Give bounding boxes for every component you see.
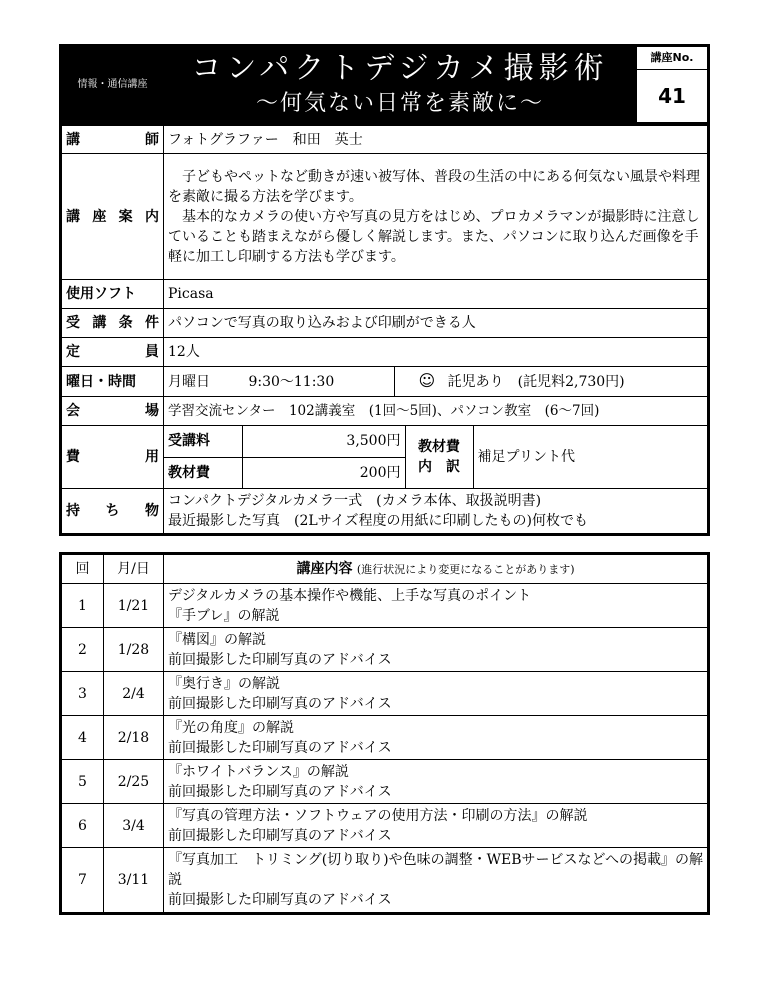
schedule-table bbox=[59, 552, 710, 915]
instructor-value: フォトグラファー 和田 英士 bbox=[164, 126, 709, 154]
table-row bbox=[61, 716, 709, 760]
session-content-line-1: 『写真の管理方法・ソフトウェアの使用方法・印刷の方法』の解説 bbox=[168, 807, 588, 824]
session-content-line-2: 前回撮影した印刷写真のアドバイス bbox=[168, 695, 392, 712]
header-table bbox=[59, 44, 710, 125]
course-subtitle: ～何気ない日常を素敵に～ bbox=[255, 90, 544, 116]
course-number-box bbox=[637, 46, 709, 124]
session-content bbox=[164, 760, 709, 804]
col-header-note: (進行状況により変更になることがあります) bbox=[356, 562, 575, 576]
course-number-label: 講座No. bbox=[637, 47, 707, 70]
session-content-line-1: 『奥行き』の解説 bbox=[168, 675, 280, 692]
table-row bbox=[61, 584, 709, 628]
requirements-label: 受 講 条 件 bbox=[61, 309, 164, 338]
breakdown-label-2: 内 訳 bbox=[418, 459, 460, 475]
session-number: 7 bbox=[61, 848, 104, 914]
childcare-text: 託児あり (託児料2,730円) bbox=[447, 374, 625, 390]
session-content bbox=[164, 716, 709, 760]
childcare-info bbox=[394, 367, 707, 396]
session-number: 4 bbox=[61, 716, 104, 760]
course-number: 41 bbox=[658, 84, 686, 108]
category-label: 情報・通信講座 bbox=[61, 46, 164, 124]
col-header-date: 月/日 bbox=[104, 554, 164, 584]
schedule-rows bbox=[61, 584, 709, 914]
bring-value bbox=[164, 489, 709, 535]
session-content-line-1: 『構図』の解説 bbox=[168, 631, 266, 648]
fees-value bbox=[164, 426, 709, 489]
session-content-line-2: 前回撮影した印刷写真のアドバイス bbox=[168, 739, 392, 756]
session-content bbox=[164, 628, 709, 672]
session-content bbox=[164, 672, 709, 716]
table-row bbox=[61, 760, 709, 804]
session-number: 2 bbox=[61, 628, 104, 672]
schedule-time: 9:30～11:30 bbox=[248, 373, 335, 390]
session-content-line-2: 前回撮影した印刷写真のアドバイス bbox=[168, 892, 392, 908]
breakdown-value: 補足プリント代 bbox=[477, 449, 575, 465]
session-content bbox=[164, 848, 709, 914]
breakdown-label-1: 教材費 bbox=[418, 439, 460, 455]
smiley-icon: ☺ bbox=[418, 371, 436, 390]
bring-line-1: コンパクトデジタルカメラ一式 (カメラ本体、取扱説明書) bbox=[168, 493, 542, 509]
session-content-line-2: 『手ブレ』の解説 bbox=[168, 607, 280, 624]
col-header-no: 回 bbox=[61, 554, 104, 584]
session-content-line-1: 『写真加工 トリミング(切り取り)や色味の調整・WEBサービスなどへの掲載』の解説 bbox=[168, 852, 703, 888]
description-para-2: 基本的なカメラの使い方や写真の見方をはじめ、プロカメラマンが撮影時に注意していることも踏まえながら優しく解説します。また、パソコンに取り込んだ画像を手軽に加工し印刷する方法も学びます。 bbox=[168, 208, 700, 265]
session-content bbox=[164, 584, 709, 628]
session-content-line-2: 前回撮影した印刷写真のアドバイス bbox=[168, 783, 392, 800]
table-row bbox=[61, 628, 709, 672]
session-date: 3/11 bbox=[104, 848, 164, 914]
table-row bbox=[61, 848, 709, 914]
session-content-line-1: デジタルカメラの基本操作や機能、上手な写真のポイント bbox=[168, 587, 532, 604]
session-date: 1/21 bbox=[104, 584, 164, 628]
instructor-label: 講 師 bbox=[61, 126, 164, 154]
software-label: 使用ソフト bbox=[61, 280, 164, 309]
venue-value: 学習交流センター 102講義室 (1回～5回)、パソコン教室 (6～7回) bbox=[164, 397, 709, 426]
session-content-line-2: 前回撮影した印刷写真のアドバイス bbox=[168, 651, 392, 668]
session-content-line-2: 前回撮影した印刷写真のアドバイス bbox=[168, 827, 392, 844]
col-header-content-label: 講座内容 bbox=[296, 560, 353, 577]
table-row bbox=[61, 672, 709, 716]
tuition-label: 受講料 bbox=[164, 426, 242, 457]
materials-label: 教材費 bbox=[164, 457, 242, 488]
session-content-line-1: 『ホワイトバランス』の解説 bbox=[168, 763, 349, 780]
session-number: 5 bbox=[61, 760, 104, 804]
schedule-label: 曜日・時間 bbox=[61, 367, 164, 397]
bring-label: 持 ち 物 bbox=[61, 489, 164, 535]
session-date: 2/4 bbox=[104, 672, 164, 716]
schedule-day: 月曜日 bbox=[168, 373, 210, 390]
course-sheet bbox=[59, 44, 707, 915]
bring-line-2: 最近撮影した写真 (2Lサイズ程度の用紙に印刷したもの)何枚でも bbox=[168, 513, 589, 529]
info-table bbox=[59, 125, 710, 536]
title-block bbox=[164, 46, 637, 124]
schedule-daytime bbox=[164, 367, 394, 396]
session-content bbox=[164, 804, 709, 848]
session-date: 2/25 bbox=[104, 760, 164, 804]
session-date: 1/28 bbox=[104, 628, 164, 672]
fees-label: 費 用 bbox=[61, 426, 164, 489]
col-header-content bbox=[164, 554, 709, 584]
session-content-line-1: 『光の角度』の解説 bbox=[168, 719, 294, 736]
session-number: 1 bbox=[61, 584, 104, 628]
session-date: 2/18 bbox=[104, 716, 164, 760]
description-label: 講 座 案 内 bbox=[61, 154, 164, 280]
requirements-value: パソコンで写真の取り込みおよび印刷ができる人 bbox=[164, 309, 709, 338]
capacity-label: 定 員 bbox=[61, 338, 164, 367]
session-number: 6 bbox=[61, 804, 104, 848]
capacity-value: 12人 bbox=[164, 338, 709, 367]
course-title: コンパクトデジカメ撮影術 bbox=[191, 50, 609, 86]
description-value bbox=[164, 154, 709, 280]
table-row bbox=[61, 804, 709, 848]
venue-label: 会 場 bbox=[61, 397, 164, 426]
tuition-value: 3,500円 bbox=[242, 426, 405, 457]
session-date: 3/4 bbox=[104, 804, 164, 848]
schedule-value bbox=[164, 367, 709, 397]
software-value: Picasa bbox=[164, 280, 709, 309]
breakdown-label bbox=[405, 426, 473, 488]
description-para-1: 子どもやペットなど動きが速い被写体、普段の生活の中にある何気ない風景や料理を素敵に撮る方法を学びます。 bbox=[168, 168, 700, 205]
session-number: 3 bbox=[61, 672, 104, 716]
materials-value: 200円 bbox=[242, 457, 405, 488]
